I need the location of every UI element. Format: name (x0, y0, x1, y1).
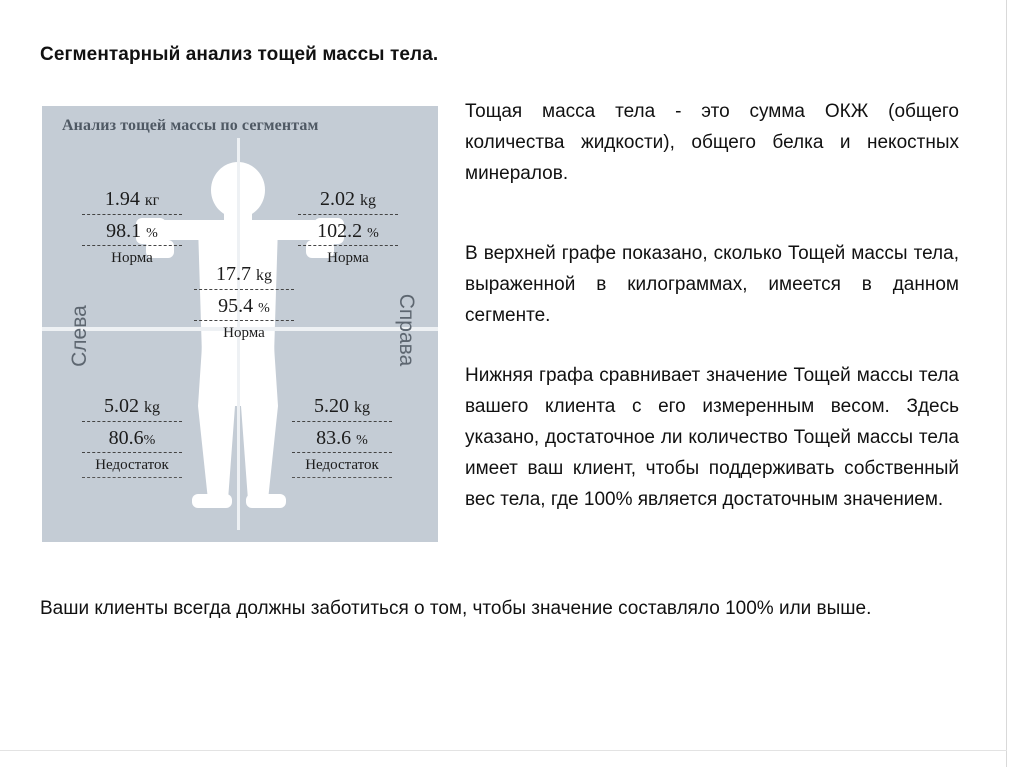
slide-right-rule (1006, 0, 1007, 767)
segment-mass-unit: kg (144, 399, 160, 416)
slide-title: Сегментарный анализ тощей массы тела. (40, 44, 439, 65)
segment-mass-unit: kg (354, 399, 370, 416)
segment-percent: 102.2 (317, 220, 363, 242)
segment-status-rule (82, 477, 182, 478)
segment-divider (82, 421, 182, 422)
segment-mass: 1.94 (104, 188, 140, 210)
paragraph-upper-row: В верхней графе показано, сколько Тощей массы тела, выраженной в килограммах, имеется в данном сегменте. (465, 243, 959, 326)
segment-percent: 80.6 (108, 427, 144, 449)
segment-status: Норма (223, 325, 265, 341)
segment-left-leg (82, 394, 182, 478)
segment-percent-unit: % (143, 433, 156, 448)
segment-mass: 5.20 (314, 395, 349, 417)
segment-mass-unit: кг (144, 192, 160, 209)
segment-status: Недостаток (95, 457, 169, 473)
segment-divider (82, 214, 182, 215)
segment-mass-unit: kg (256, 267, 272, 284)
segment-status-rule (292, 477, 392, 478)
side-label-right: Справа (395, 293, 418, 367)
segment-divider (194, 320, 294, 321)
slide-bottom-rule (0, 750, 1007, 751)
segment-mass: 17.7 (216, 263, 251, 285)
segment-percent-unit: % (146, 226, 158, 241)
segment-percent-unit: % (367, 226, 379, 241)
segment-mass: 5.02 (104, 395, 139, 417)
segment-left-arm (82, 187, 182, 267)
segment-divider (82, 245, 182, 246)
side-label-left: Слева (68, 305, 91, 367)
segment-percent: 95.4 (218, 295, 254, 317)
paragraph-lower-row: Нижняя графа сравнивает значение Тощей массы тела вашего клиента с его измеренным весом. Здесь указано, достаточное ли количество Тощей массы тела имеет ваш клиент, чтобы поддерживать собственный вес тела, где 100% является достаточным значением. (465, 365, 959, 510)
segment-right-leg (292, 394, 392, 478)
segment-mass-unit: kg (360, 192, 376, 209)
segment-percent-unit: % (258, 301, 270, 316)
segment-status: Норма (327, 250, 369, 266)
segment-percent-unit: % (356, 433, 368, 448)
segment-divider (194, 289, 294, 290)
segment-right-arm (298, 187, 398, 267)
segment-mass: 2.02 (320, 188, 355, 210)
segment-percent: 83.6 (316, 427, 352, 449)
segment-status: Норма (111, 250, 153, 266)
segment-divider (298, 245, 398, 246)
segment-divider (298, 214, 398, 215)
bottom-note: Ваши клиенты всегда должны заботиться о том, чтобы значение составляло 100% или выше. (40, 598, 872, 619)
segment-divider (292, 421, 392, 422)
paragraph-definition: Тощая масса тела - это сумма ОКЖ (общего количества жидкости), общего белка и некостных минералов. (465, 101, 959, 184)
segment-status: Недостаток (305, 457, 379, 473)
segment-percent: 98.1 (106, 220, 142, 242)
segment-trunk (194, 262, 294, 342)
figure-heading: Анализ тощей массы по сегментам (62, 117, 319, 134)
segment-divider (82, 452, 182, 453)
segment-divider (292, 452, 392, 453)
